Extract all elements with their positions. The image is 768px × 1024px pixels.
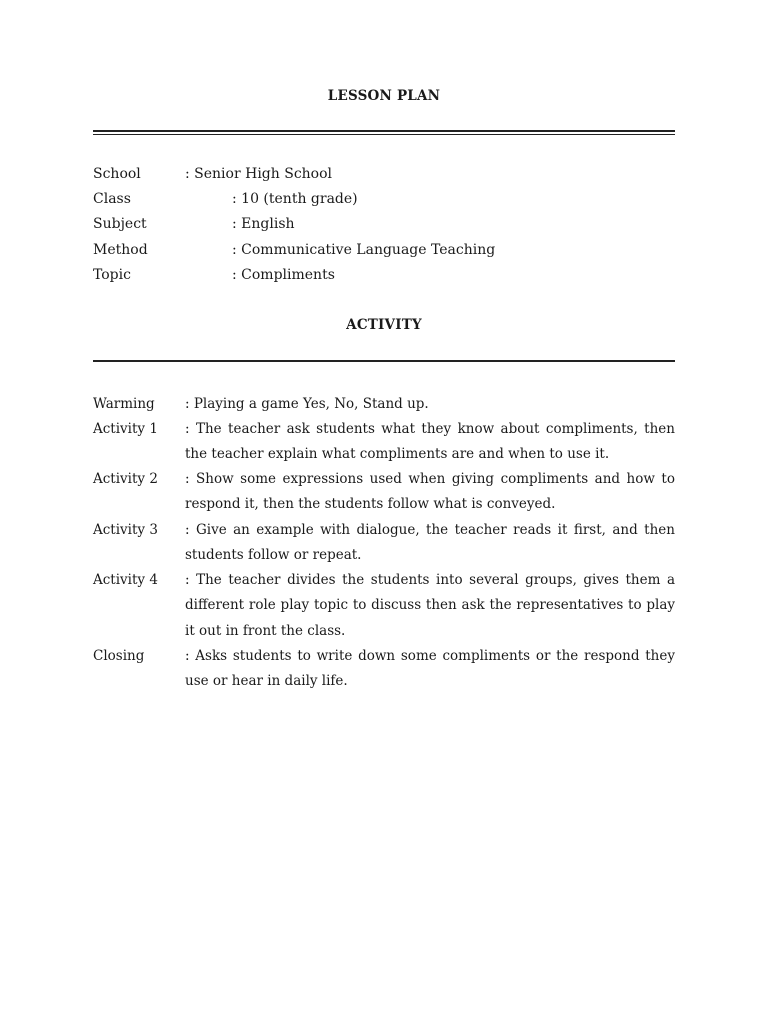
info-label-topic: Topic [93,267,131,283]
activity-description: : Playing a game Yes, No, Stand up. [185,396,429,412]
activity-label: Activity 3 [93,522,158,538]
info-value-topic: : Compliments [232,267,335,283]
page-title: LESSON PLAN [327,88,441,104]
activity-label: Activity 2 [93,471,158,487]
info-label-subject: Subject [93,216,147,232]
activity-description: : The teacher ask students what they know about compliments, then the teacher explain what compliments are and when to use it. [185,421,675,463]
activity-description: : The teacher divides the students into several groups, gives them a different role play topic to discuss then ask the representatives to play it out in front the class. [185,572,675,639]
info-value-class: : 10 (tenth grade) [232,191,358,207]
activity-label: Closing [93,648,145,664]
activity-title: ACTIVITY [346,317,422,333]
info-label-method: Method [93,242,148,258]
activity-description: : Show some expressions used when giving compliments and how to respond it, then the students follow what is conveyed. [185,471,675,513]
info-value-subject: : English [232,216,295,232]
info-label-class: Class [93,191,131,207]
info-label-school: School [93,166,141,182]
title-divider-top [93,130,675,132]
info-value-method: : Communicative Language Teaching [232,242,496,258]
activity-description: : Asks students to write down some compliments or the respond they use or hear in daily life. [185,648,675,690]
activity-divider [93,360,675,362]
activity-label: Warming [93,396,155,412]
info-value-school: : Senior High School [185,166,333,182]
activity-label: Activity 1 [93,421,158,437]
title-divider-bottom [93,134,675,135]
activity-label: Activity 4 [93,572,158,588]
activity-description: : Give an example with dialogue, the teacher reads it first, and then students follow or repeat. [185,522,675,564]
